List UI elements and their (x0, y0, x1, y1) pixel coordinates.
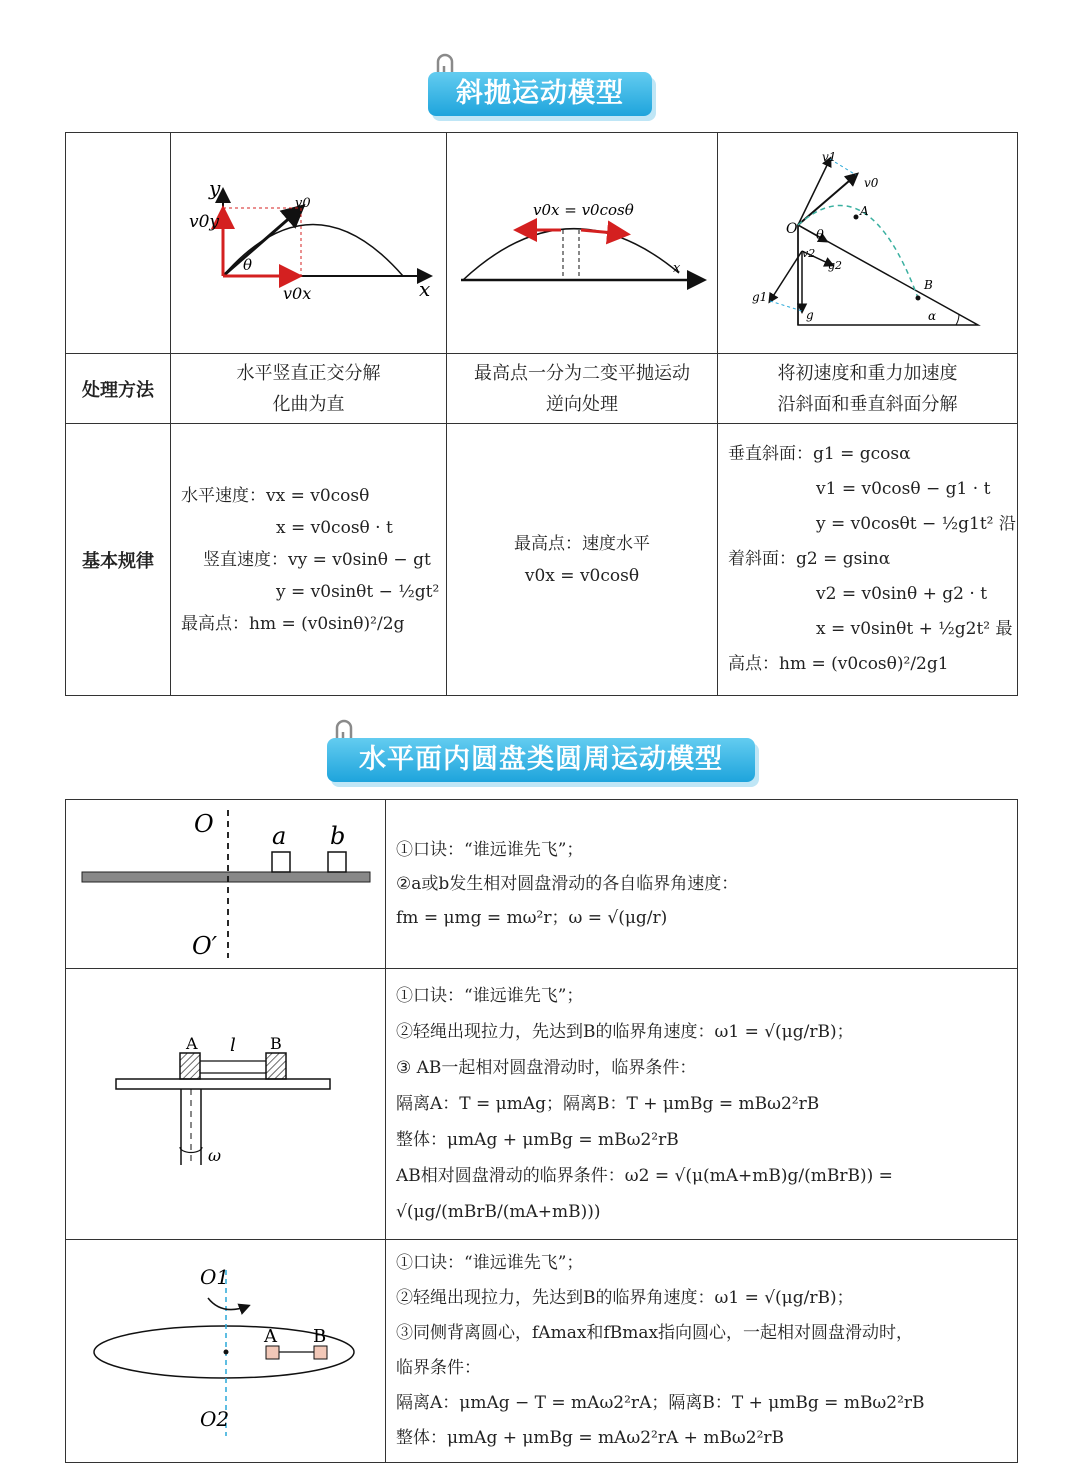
block-B-label-3: B (313, 1326, 327, 1347)
g2-label: g2 (828, 259, 843, 272)
empty-cell (66, 133, 171, 354)
block-b-label: b (330, 822, 346, 850)
law-line: 垂直斜面：g1 = gcosα (728, 444, 911, 464)
text-line: 隔离A：T = μmAg；隔离B：T + μmBg = mBω2²rB (396, 1094, 820, 1114)
method-line: 化曲为直 (272, 393, 345, 415)
v2-label: v2 (802, 247, 816, 260)
projectile-diagram-reverse (447, 133, 716, 349)
text-line: 整体：μmAg + μmBg = mAω2²rA + mBω2²rB (396, 1428, 785, 1448)
law-line: y = v0cosθt − ½g1t² 沿 (816, 514, 1016, 534)
law-line: x = v0cosθ · t (276, 517, 393, 538)
section-title-disk: 水平面内圆盘类圆周运动模型 (327, 738, 755, 782)
text-line: AB相对圆盘滑动的临界条件：ω2 = √(μ(mA+mB)g/(mBrB)) = √(μg/(mBrB/(mA+mB))) (396, 1166, 893, 1222)
method-line: 将初速度和重力加速度 (777, 362, 958, 384)
block-a-label: a (272, 822, 287, 850)
method-cell-3 (718, 354, 1018, 424)
B-label: B (924, 278, 933, 292)
axis-bottom-label: O′ (192, 932, 218, 960)
diagram-row (66, 133, 1018, 354)
law-label: 基本规律 (66, 424, 171, 696)
text-line: ①口诀：“谁远谁先飞”； (396, 840, 584, 860)
law-cell-2 (447, 424, 718, 696)
disk-text-1 (386, 800, 1018, 969)
theta-label-3: θ (816, 228, 824, 243)
same-side-disk-diagram (66, 1240, 384, 1458)
law-cell-3 (718, 424, 1018, 696)
two-block-disk-diagram (66, 800, 384, 964)
method-line: 逆向处理 (546, 393, 618, 415)
x-axis-label: x (419, 277, 431, 301)
law-line: v0x = v0cosθ (524, 565, 640, 586)
text-line: fm = μmg = mω²r；ω = √(μg/r) (396, 908, 668, 928)
text-line: ①口诀：“谁远谁先飞”； (396, 986, 584, 1006)
disk-row-1 (66, 800, 1018, 969)
text-line: ③ AB一起相对圆盘滑动时，临界条件： (396, 1058, 697, 1078)
disk-table (65, 799, 1018, 1463)
y-axis-label: y (209, 176, 221, 200)
method-row (66, 354, 1018, 424)
law-line: 竖直速度：vy = v0sinθ − gt (203, 549, 431, 570)
axis-top-label: O (194, 810, 214, 838)
omega-label: ω (208, 1146, 222, 1165)
text-line: 临界条件： (396, 1358, 481, 1378)
rope-length-label: l (230, 1035, 236, 1056)
text-line: ③同侧背离圆心，fAmax和fBmax指向圆心，一起相对圆盘滑动时， (396, 1323, 914, 1343)
method-line: 最高点一分为二变平抛运动 (474, 362, 690, 384)
method-line: 水平竖直正交分解 (236, 362, 381, 384)
law-line: 最高点：hm = (v0sinθ)²/2g (181, 613, 405, 634)
disk-row-2 (66, 969, 1018, 1240)
projectile-table (65, 132, 1018, 696)
text-line: ②a或b发生相对圆盘滑动的各自临界角速度： (396, 874, 739, 894)
text-line: 隔离A：μmAg − T = mAω2²rA；隔离B：T + μmBg = mBω2²rB (396, 1393, 925, 1413)
diagram-cell-1 (171, 133, 447, 354)
v0-label-3: v0 (864, 176, 879, 190)
alpha-label: α (928, 309, 937, 323)
O1-label: O1 (200, 1265, 230, 1289)
method-line: 沿斜面和垂直斜面分解 (777, 393, 958, 415)
law-line: v2 = v0sinθ + g2 · t (816, 584, 988, 604)
block-A-label: A (186, 1034, 198, 1053)
v0x-equation: v0x = v0cosθ (533, 201, 634, 219)
diagram-cell-2 (447, 133, 718, 354)
law-cell-1 (171, 424, 447, 696)
A-label: A (860, 204, 869, 218)
g1-label: g1 (752, 290, 768, 304)
text-line: ①口诀：“谁远谁先飞”； (396, 1253, 584, 1273)
diagram-cell-3 (718, 133, 1018, 354)
law-line: 着斜面：g2 = gsinα (728, 549, 891, 569)
disk-text-3 (386, 1240, 1018, 1463)
law-row (66, 424, 1018, 696)
law-line: x = v0sinθt + ½g2t² 最 (816, 619, 1013, 639)
text-line: ②轻绳出现拉力，先达到B的临界角速度：ω1 = √(μg/rB)； (396, 1288, 854, 1308)
disk-diagram-3 (66, 1240, 386, 1463)
v0y-label: v0y (189, 212, 220, 232)
law-line: v1 = v0cosθ − g1 · t (816, 479, 991, 499)
disk-row-3 (66, 1240, 1018, 1463)
block-A-label-3: A (264, 1326, 277, 1347)
text-line: 整体：μmAg + μmBg = mBω2²rB (396, 1130, 679, 1150)
v0-label: v0 (295, 196, 311, 211)
O2-label: O2 (200, 1407, 230, 1431)
projectile-diagram-incline (718, 133, 1016, 349)
method-label: 处理方法 (66, 354, 171, 424)
origin-label: O (786, 221, 798, 237)
law-line: 水平速度：vx = v0cosθ (181, 485, 370, 506)
law-line: 最高点：速度水平 (514, 533, 650, 554)
law-line: 高点：hm = (v0cosθ)²/2g1 (728, 654, 949, 674)
disk-text-2 (386, 969, 1018, 1240)
method-cell-1 (171, 354, 447, 424)
projectile-diagram-xy (171, 133, 445, 349)
x-label: x (673, 261, 681, 276)
rope-block-disk-diagram (66, 969, 384, 1235)
theta-label: θ (243, 256, 253, 274)
disk-diagram-1 (66, 800, 386, 969)
section-title-projectile: 斜抛运动模型 (428, 72, 652, 116)
text-line: ②轻绳出现拉力，先达到B的临界角速度：ω1 = √(μg/rB)； (396, 1022, 854, 1042)
v0x-label: v0x (283, 284, 312, 303)
g-label: g (806, 308, 814, 322)
law-line: y = v0sinθt − ½gt² (276, 581, 440, 602)
v1-label: v1 (822, 150, 837, 164)
block-B-label: B (270, 1034, 282, 1053)
method-cell-2 (447, 354, 718, 424)
disk-diagram-2 (66, 969, 386, 1240)
